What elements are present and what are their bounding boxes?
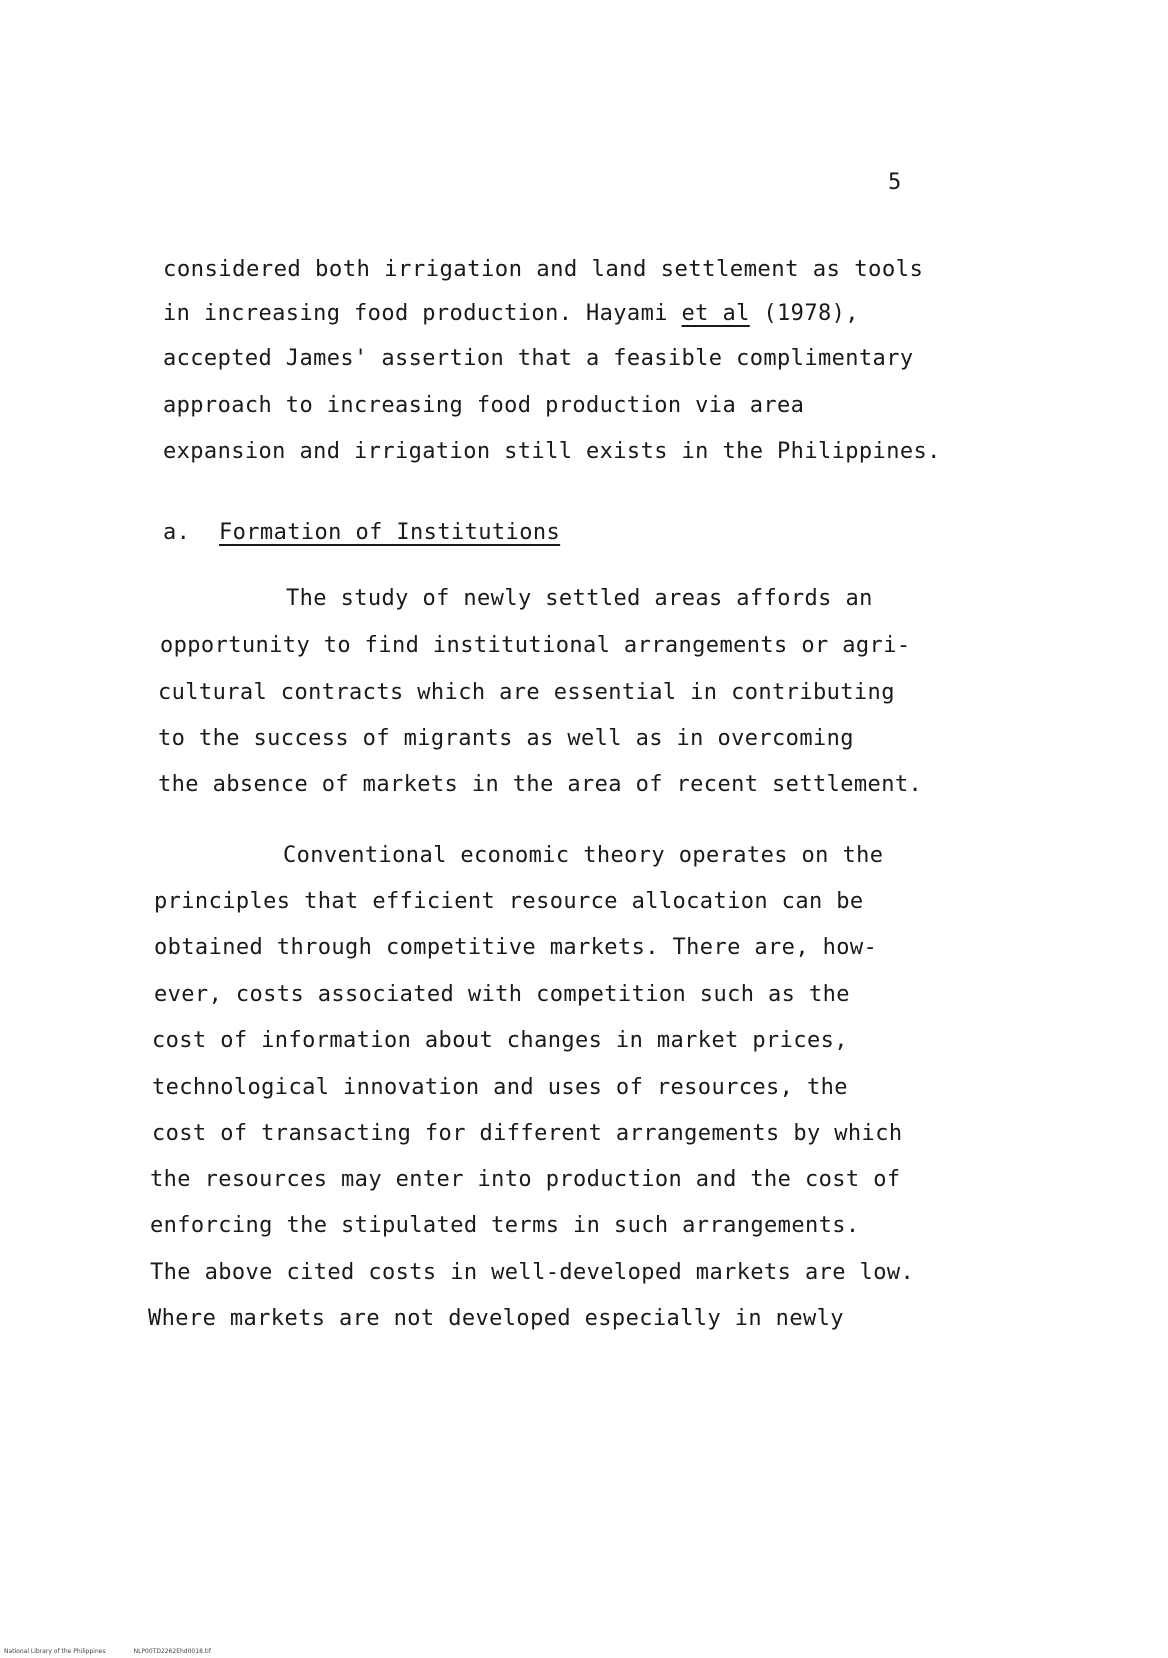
section-marker: a. (163, 520, 191, 545)
paragraph-2-line-1: The study of newly settled areas affords an (286, 586, 873, 611)
paragraph-3-line-10: The above cited costs in well-developed markets are low. (150, 1260, 915, 1285)
section-title: Formation of Institutions (219, 520, 561, 545)
paragraph-3-line-7: cost of transacting for different arrangements by which (152, 1121, 903, 1146)
footer-file-id: NLP00TD2262Ehd0018.tif (133, 1648, 211, 1655)
paragraph-3-line-6: technological innovation and uses of resources, the (152, 1075, 848, 1100)
paragraph-1-line-5: expansion and irrigation still exists in the Philippines. (163, 439, 941, 464)
citation-et-al: et al (681, 301, 750, 326)
page-number: 5 (888, 170, 902, 195)
paragraph-3-line-2: principles that efficient resource allocation can be (154, 889, 864, 914)
paragraph-3-line-4: ever, costs associated with competition such as the (154, 982, 850, 1007)
citation-year: (1978), (749, 301, 859, 326)
paragraph-3-line-3: obtained through competitive markets. There are, how- (154, 935, 878, 960)
paragraph-1-line-1: considered both irrigation and land settlement as tools (163, 256, 924, 282)
paragraph-3-line-1: Conventional economic theory operates on the (283, 843, 884, 868)
paragraph-1-line-4: approach to increasing food production via area (163, 393, 805, 418)
footer-library: National Library of the Philippines (4, 1648, 106, 1655)
paragraph-2-line-2: opportunity to find institutional arrangements or agri- (160, 633, 911, 658)
paragraph-1-line-2 (163, 303, 859, 325)
paragraph-1-line-2-text: in increasing food production. Hayami (163, 301, 682, 326)
paragraph-2-line-4: to the success of migrants as well as in overcoming (158, 726, 854, 751)
paragraph-2-line-5: the absence of markets in the area of recent settlement. (158, 772, 923, 797)
paragraph-3-line-8: the resources may enter into production and the cost of (150, 1167, 901, 1192)
section-heading (163, 520, 560, 545)
paragraph-2-line-3: cultural contracts which are essential in contributing (158, 680, 895, 705)
paragraph-3-line-9: enforcing the stipulated terms in such arrangements. (150, 1213, 860, 1238)
paragraph-3-line-5: cost of information about changes in market prices, (152, 1028, 848, 1053)
scan-footer (4, 1648, 211, 1655)
paragraph-1-line-3: accepted James' assertion that a feasible complimentary (163, 346, 914, 371)
paragraph-3-line-11: Where markets are not developed especially in newly (148, 1306, 844, 1331)
